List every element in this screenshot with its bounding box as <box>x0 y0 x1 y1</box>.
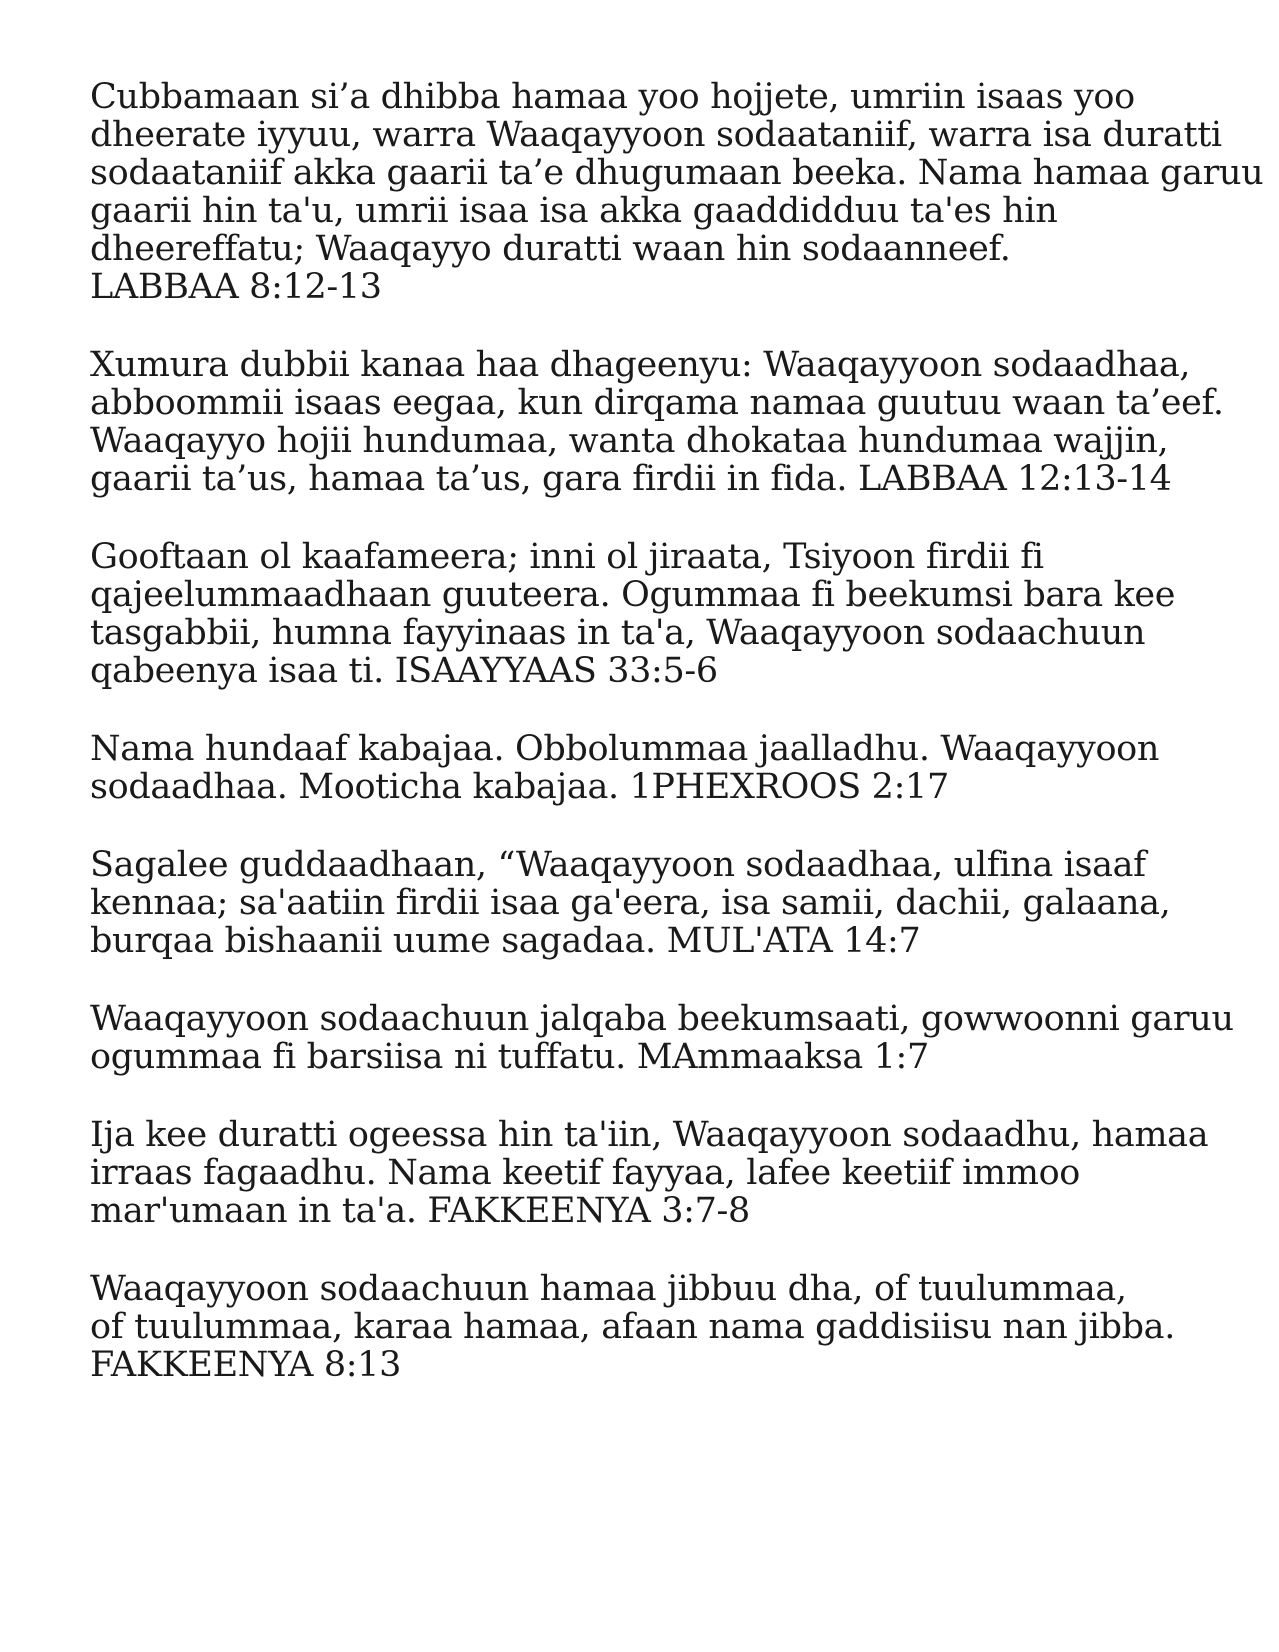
passage-mulata-14 <box>90 846 1210 960</box>
passage-fakkeenya-3 <box>90 1116 1210 1230</box>
text-line: sodaataniif akka gaarii ta’e dhugumaan beeka. Nama hamaa garuu <box>90 153 1264 193</box>
text-line: dheerate iyyuu, warra Waaqayyoon sodaataniif, warra isa duratti <box>90 115 1222 155</box>
text-line: gaarii ta’us, hamaa ta’us, gara firdii in fida. LABBAA 12:13-14 <box>90 459 1172 499</box>
passage-1phexroos-2 <box>90 730 1210 806</box>
text-line: Ija kee duratti ogeessa hin ta'iin, Waaqayyoon sodaadhu, hamaa <box>90 1115 1209 1155</box>
text-line: ogummaa fi barsiisa ni tuffatu. MAmmaaksa 1:7 <box>90 1037 929 1077</box>
passage-isaayyaas-33 <box>90 538 1210 690</box>
text-line: tasgabbii, humna fayyinaas in ta'a, Waaqayyoon sodaachuun <box>90 613 1146 653</box>
text-line: Gooftaan ol kaafameera; inni ol jiraata, Tsiyoon firdii fi <box>90 537 1044 577</box>
text-line: dheereffatu; Waaqayyo duratti waan hin sodaanneef. <box>90 229 1011 269</box>
passage-labbaa-8 <box>90 77 1264 307</box>
text-line: of tuulummaa, karaa hamaa, afaan nama gaddisiisu nan jibba. <box>90 1307 1175 1347</box>
passage-fakkeenya-8 <box>90 1270 1210 1384</box>
passage-mammaaksa-1 <box>90 999 1234 1077</box>
text-line: mar'umaan in ta'a. FAKKEENYA 3:7-8 <box>90 1191 750 1231</box>
text-line: sodaadhaa. Mooticha kabajaa. 1PHEXROOS 2:17 <box>90 767 949 807</box>
text-line: kennaa; sa'aatiin firdii isaa ga'eera, isa samii, dachii, galaana, <box>90 883 1171 923</box>
text-line: Waaqayyoon sodaachuun jalqaba beekumsaati, gowwoonni garuu <box>90 999 1234 1039</box>
text-line: Nama hundaaf kabajaa. Obbolummaa jaalladhu. Waaqayyoon <box>90 729 1160 769</box>
text-line: irraas fagaadhu. Nama keetif fayyaa, lafee keetiif immoo <box>90 1153 1081 1193</box>
passage-labbaa-12 <box>90 345 1224 499</box>
text-line: qajeelummaadhaan guuteera. Ogummaa fi beekumsi bara kee <box>90 575 1176 615</box>
text-line: Waaqayyoon sodaachuun hamaa jibbuu dha, of tuulummaa, <box>90 1269 1127 1309</box>
text-line: gaarii hin ta'u, umrii isaa isa akka gaaddidduu ta'es hin <box>90 191 1058 231</box>
text-line: Waaqayyo hojii hundumaa, wanta dhokataa hundumaa wajjin, <box>90 421 1169 461</box>
verse-reference: FAKKEENYA 8:13 <box>90 1345 402 1385</box>
text-line: qabeenya isaa ti. ISAAYYAAS 33:5-6 <box>90 651 718 691</box>
scripture-text <box>90 77 1264 1424</box>
verse-reference: LABBAA 8:12-13 <box>90 267 382 307</box>
text-line: Sagalee guddaadhaan, “Waaqayyoon sodaadhaa, ulfina isaaf <box>90 845 1146 885</box>
text-line: burqaa bishaanii uume sagadaa. MUL'ATA 14:7 <box>90 921 921 961</box>
text-line: Xumura dubbii kanaa haa dhageenyu: Waaqayyoon sodaadhaa, <box>90 345 1191 385</box>
text-line: Cubbamaan si’a dhibba hamaa yoo hojjete, umriin isaas yoo <box>90 77 1135 117</box>
text-line: abboommii isaas eegaa, kun dirqama namaa guutuu waan ta’eef. <box>90 383 1224 423</box>
